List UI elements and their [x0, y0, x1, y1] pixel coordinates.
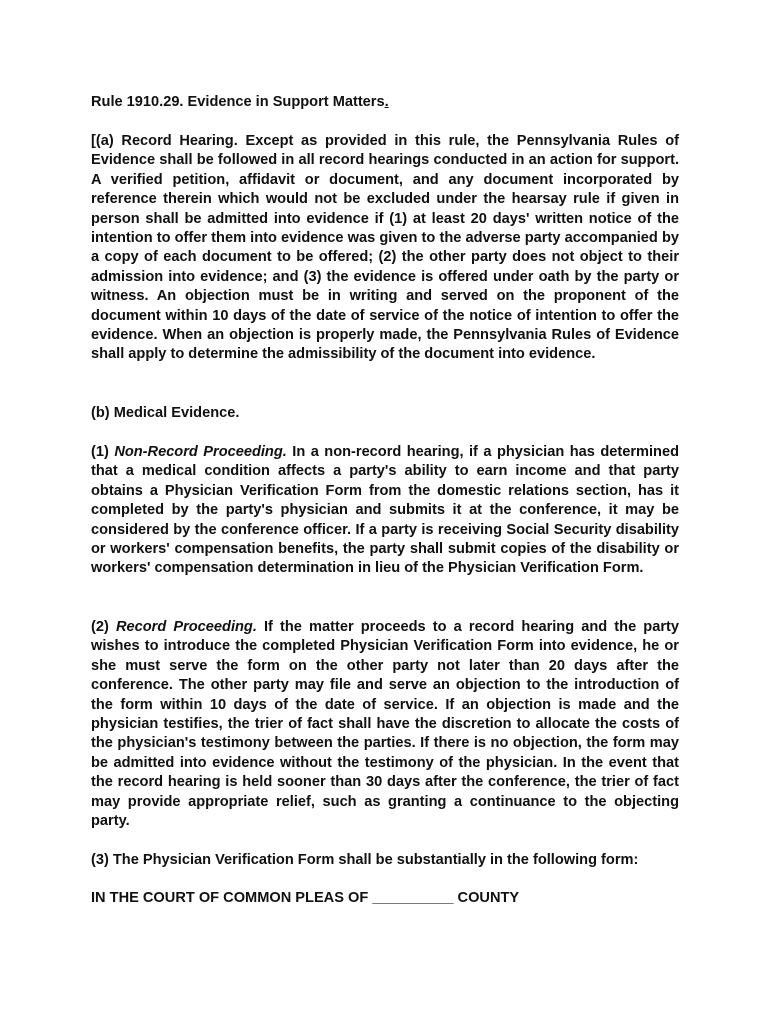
section-b2-label: Record Proceeding.: [115, 619, 257, 635]
section-b3-form-intro: (3) The Physician Verification Form shall be substantially in the following form:: [91, 852, 639, 868]
rule-title-period: .: [384, 94, 389, 110]
section-b1-number: (1): [91, 444, 115, 460]
section-b2-number: (2): [91, 619, 116, 635]
court-heading: IN THE COURT OF COMMON PLEAS OF __________ COUNTY: [91, 890, 520, 906]
section-b1-text: In a non-record hearing, if a physician has determined that a medical condition affects a party's ability to earn income and that party obtains a Physician Verification Form from the domestic relations section, has it completed by the party's physician and submits it at the conference, it may be considered by the conference officer. If a party is receiving Social Security disability or workers' compensation benefits, the party shall submit copies of the disability or workers' compensation determination in lieu of the Physician Verification Form.: [91, 444, 680, 577]
rule-title-text: Rule 1910.29. Evidence in Support Matters: [91, 94, 385, 110]
section-b1-label: Non-Record Proceeding.: [114, 444, 287, 460]
section-b2-text: If the matter proceeds to a record hearing and the party wishes to introduce the completed Physician Verification Form into evidence, he or she must serve the form on the other party not later than 20 days after the conference. The other party may file and serve an objection to the introduction of the form within 10 days of the date of service. If an objection is made and the physician testifies, the trier of fact shall have the discretion to allocate the costs of the physician's testimony between the parties. If there is no objection, the form may be admitted into evidence without the testimony of the physician. In the event that the record hearing is held sooner than 30 days after the conference, the trier of fact may provide appropriate relief, such as granting a continuance to the objecting party.: [91, 619, 679, 830]
section-a-record-hearing: [(a) Record Hearing. Except as provided in this rule, the Pennsylvania Rules of Evidence shall be followed in all record hearings conducted in an action for support. A verified petition, affidavit or document, and any document incorporated by reference therein which would not be excluded under the hearsay rule if given in person shall be admitted into evidence if (1) at least 20 days' written notice of the intention to offer them into evidence was given to the adverse party accompanied by a copy of each document to be offered; (2) the other party does not object to their admission into evidence; and (3) the evidence is offered under oath by the party or witness. An objection must be in writing and served on the proponent of the document within 10 days of the date of service of the notice of intention to offer the evidence. When an objection is properly made, the Pennsylvania Rules of Evidence shall apply to determine the admissibility of the document into evidence.: [91, 133, 679, 363]
section-b-heading: (b) Medical Evidence.: [91, 405, 240, 421]
section-b1-non-record: [91, 443, 679, 579]
rule-title: [91, 93, 389, 112]
section-b2-record: [91, 618, 679, 831]
